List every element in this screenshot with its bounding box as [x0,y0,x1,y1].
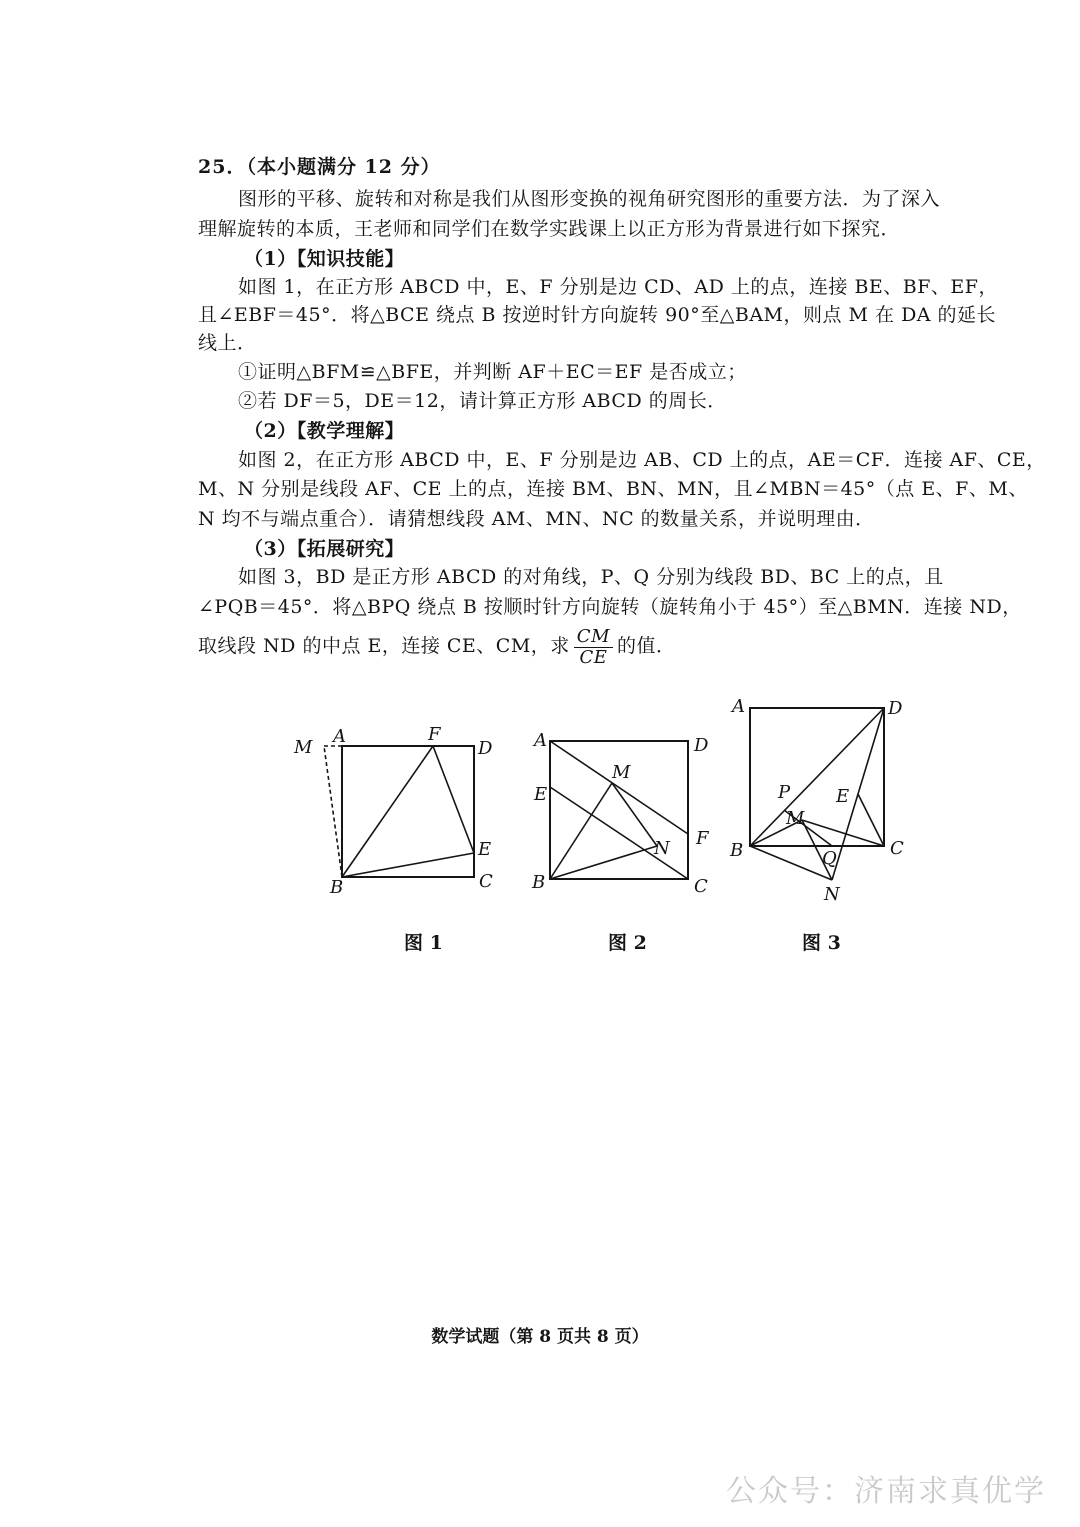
last-line-prefix: 取线段 ND 的中点 E，连接 CE、CM，求 [198,635,570,657]
segment-mn [612,783,657,846]
subquestion-3-title: （3）【拓展研究】 [244,538,405,560]
segment-bn [550,846,657,879]
question-text-line: N 均不与端点重合）．请猜想线段 AM、MN、NC 的数量关系，并说明理由． [198,508,875,530]
question-text-line: ∠PQB＝45°．将△BPQ 绕点 B 按顺时针方向旋转（旋转角小于 45°）至△BMN．连接 ND， [198,596,1022,618]
segment-af [550,741,688,834]
label-a: A [732,696,745,717]
segment-ec [550,787,688,879]
label-b: B [730,840,744,861]
label-m: M [294,737,313,758]
figure-1-caption: 图 1 [404,932,443,954]
segment-bm [550,783,612,879]
label-d: D [888,698,903,719]
segment-bn [750,846,832,880]
question-text-line: 且∠EBF＝45°．将△BCE 绕点 B 按逆时针方向旋转 90°至△BAM，则点 M 在 DA 的延长 [198,304,997,326]
figure-2-diagram [520,720,720,910]
last-line-suffix: 的值． [617,635,676,657]
figure-3-diagram [720,690,920,910]
label-m: M [786,808,805,829]
fraction-numerator: CM [574,627,613,648]
label-f: F [696,828,709,849]
question-text-line: 线上． [198,332,257,354]
label-e: E [534,784,548,805]
question-text-line: M、N 分别是线段 AF、CE 上的点，连接 BM、BN、MN，且∠MBN＝45°（点 E、F、M、 [198,478,1028,500]
label-p: P [778,782,791,803]
segment-bf [342,746,433,877]
label-n: N [824,884,840,905]
segment-bm-dashed [324,746,342,877]
question-text-line: ②若 DF＝5，DE＝12，请计算正方形 ABCD 的周长． [238,390,727,412]
question-last-line [198,624,676,668]
fraction-denominator: CE [579,646,608,668]
label-b: B [330,877,344,898]
question-text-line: 如图 2，在正方形 ABCD 中，E、F 分别是边 AB、CD 上的点，AE＝CF．连接 AF、CE， [238,449,1046,471]
label-m: M [612,762,631,783]
figure-2 [520,720,720,910]
figure-2-caption: 图 2 [608,932,647,954]
label-c: C [694,876,708,897]
label-d: D [478,738,493,759]
figure-3 [720,690,920,910]
question-heading: 25．（本小题满分 12 分） [198,156,441,178]
figure-1-diagram [280,720,510,910]
label-c: C [479,871,493,892]
subquestion-1-title: （1）【知识技能】 [244,248,405,270]
label-a: A [333,726,346,747]
label-d: D [694,735,709,756]
fraction-cm-over-ce [574,627,613,668]
question-text-line: 图形的平移、旋转和对称是我们从图形变换的视角研究图形的重要方法．为了深入 [238,188,941,210]
question-text-line: 如图 1，在正方形 ABCD 中，E、F 分别是边 CD、AD 上的点，连接 BE、BF、EF， [238,276,998,298]
label-f: F [428,724,441,745]
figure-3-caption: 图 3 [802,932,841,954]
page-footer: 数学试题（第 8 页共 8 页） [431,1327,649,1347]
question-text-line: ①证明△BFM≌△BFE，并判断 AF＋EC＝EF 是否成立； [238,361,747,383]
question-text-line: 理解旋转的本质，王老师和同学们在数学实践课上以正方形为背景进行如下探究． [198,218,901,240]
watermark-text: 公众号：济南求真优学 [726,1474,1046,1509]
label-c: C [890,838,904,859]
label-a: A [534,730,547,751]
label-e: E [836,786,850,807]
label-e: E [478,839,492,860]
subquestion-2-title: （2）【教学理解】 [244,420,405,442]
label-q: Q [822,848,837,869]
label-n: N [654,838,670,859]
question-text-line: 如图 3，BD 是正方形 ABCD 的对角线，P、Q 分别为线段 BD、BC 上的点，且 [238,566,944,588]
segment-ef [433,746,474,853]
label-b: B [532,872,546,893]
figure-1 [280,720,510,910]
segment-be [342,853,474,877]
